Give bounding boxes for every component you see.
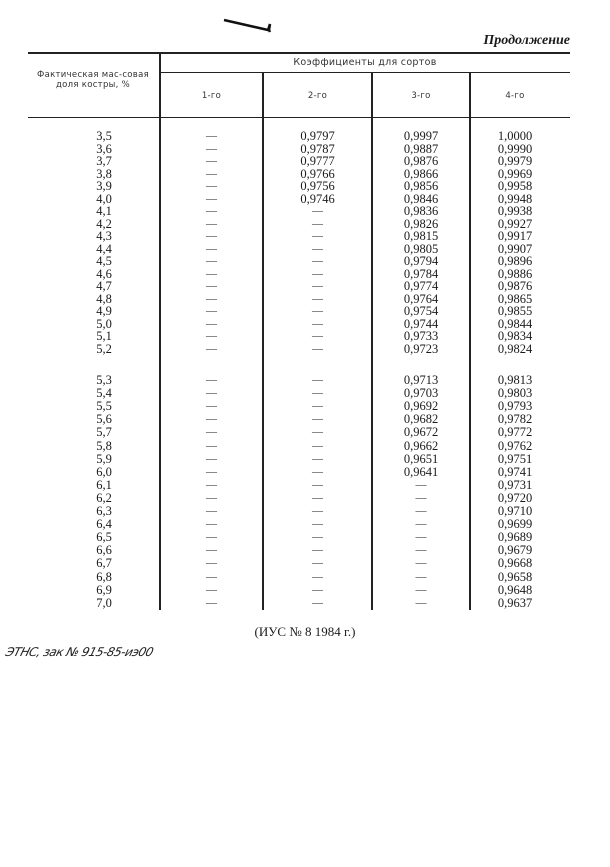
coefficient-cell: — <box>312 465 323 478</box>
coefficient-cell: 0,9710 <box>497 504 533 518</box>
coefficient-cell: — <box>206 570 217 583</box>
coefficient-cell: 0,9826 <box>403 216 439 231</box>
fraction-cell: 3,9 <box>96 179 112 193</box>
table-row <box>0 531 610 544</box>
coefficient-cell: — <box>206 465 217 478</box>
table-row <box>0 180 610 193</box>
fraction-cell: 5,4 <box>96 386 112 401</box>
table-row <box>0 453 610 466</box>
fraction-cell: 6,5 <box>96 530 112 545</box>
coefficient-cell: 0,9672 <box>403 425 439 440</box>
coefficient-cell: — <box>312 413 323 426</box>
coefficient-cell: 0,9917 <box>497 229 533 243</box>
coefficient-cell: — <box>415 544 427 557</box>
coefficient-cell: — <box>206 413 217 426</box>
table-row <box>0 440 610 453</box>
coefficient-cell: — <box>312 544 323 557</box>
table-row <box>0 571 610 584</box>
coefficient-cell: — <box>206 387 217 400</box>
coefficient-cell: — <box>312 255 323 267</box>
coefficient-cell: 0,9662 <box>403 438 439 453</box>
fraction-cell: 6,9 <box>96 582 112 597</box>
fraction-cell: 5,2 <box>96 341 112 356</box>
fraction-cell: 6,7 <box>96 556 112 571</box>
coefficient-cell: 0,9733 <box>403 329 439 343</box>
coefficient-cell: 0,9720 <box>497 490 533 505</box>
coefficient-cell: 0,9855 <box>497 304 533 318</box>
coefficient-cell: — <box>206 596 217 609</box>
coefficient-cell: 0,9637 <box>497 595 533 610</box>
coefficient-cell: 0,9866 <box>403 166 439 181</box>
coefficient-cell: — <box>206 557 217 570</box>
coefficient-cell: — <box>312 439 323 452</box>
coefficient-cell: — <box>415 478 427 491</box>
fraction-cell: 5,6 <box>96 412 112 427</box>
coefficient-cell: — <box>312 292 323 305</box>
fraction-cell: 3,6 <box>96 141 112 156</box>
coefficient-cell: 0,9958 <box>497 179 533 193</box>
coefficient-cell: 0,9927 <box>497 216 533 231</box>
pen-mark <box>222 18 274 36</box>
fraction-cell: 4,9 <box>96 304 112 318</box>
coefficient-cell: 0,9692 <box>403 399 439 414</box>
coefficient-cell: 0,9679 <box>497 543 533 558</box>
coefficient-cell: 0,9764 <box>403 291 439 306</box>
coefficient-cell: 0,9815 <box>403 229 439 243</box>
coefficient-cell: 0,9756 <box>300 179 335 193</box>
coefficient-cell: — <box>206 130 217 142</box>
coefficient-cell: — <box>312 518 323 531</box>
table-row <box>0 584 610 597</box>
fraction-cell: 3,5 <box>96 129 112 143</box>
coefficient-cell: — <box>415 505 427 517</box>
coefficient-cell: 0,9641 <box>403 464 439 479</box>
coefficient-cell: — <box>312 317 323 330</box>
fraction-cell: 5,3 <box>96 373 112 387</box>
coefficient-cell: — <box>312 596 323 609</box>
fraction-cell: 4,4 <box>96 241 112 256</box>
coefficient-cell: — <box>415 557 427 570</box>
coefficient-cell: — <box>206 439 217 452</box>
coefficient-cell: 0,9787 <box>300 141 335 156</box>
coefficient-cell: 0,9969 <box>497 166 533 181</box>
coefficient-cell: — <box>206 317 217 330</box>
column-header-grade-4: 4-го <box>505 91 525 101</box>
table-row <box>0 518 610 531</box>
table-row <box>0 479 610 492</box>
coefficient-cell: — <box>312 426 323 439</box>
fraction-cell: 3,8 <box>96 166 112 181</box>
coefficient-cell: — <box>206 583 217 596</box>
coefficient-cell: — <box>312 400 323 413</box>
fraction-cell: 5,8 <box>96 438 112 453</box>
handwritten-note: ЭТНС, зак № 915-85-иэ00 <box>4 645 155 659</box>
coefficient-cell: 0,9754 <box>403 304 439 318</box>
fraction-cell: 5,7 <box>96 425 112 440</box>
table-row <box>0 557 610 570</box>
table-row <box>0 597 610 610</box>
coefficient-cell: — <box>312 583 323 596</box>
coefficient-cell: 0,9907 <box>497 241 533 256</box>
table-row <box>0 255 610 268</box>
coefficient-cell: — <box>206 167 217 180</box>
coefficient-cell: — <box>206 180 217 192</box>
column-header-grade-1: 1-го <box>201 91 222 101</box>
coefficient-cell: — <box>206 478 217 491</box>
fraction-cell: 4,2 <box>96 216 112 231</box>
coefficient-cell: 0,9774 <box>403 279 439 293</box>
table-row <box>0 130 610 143</box>
coefficient-cell: 0,9997 <box>403 129 439 143</box>
fraction-cell: 6,1 <box>96 477 112 492</box>
coefficient-cell: 0,9741 <box>497 464 533 479</box>
coefficient-cell: — <box>206 255 217 267</box>
coefficient-cell: 0,9876 <box>497 279 533 293</box>
coefficient-cell: — <box>312 505 323 517</box>
coefficient-cell: 0,9751 <box>497 451 533 466</box>
coefficient-cell: — <box>206 192 217 205</box>
coefficient-cell: — <box>206 142 217 155</box>
table-row <box>0 426 610 439</box>
column-header-grade-2: 2-го <box>307 91 328 101</box>
coefficient-cell: 0,9746 <box>300 191 335 206</box>
coefficient-cell: 0,9713 <box>403 373 439 387</box>
fraction-cell: 6,4 <box>96 517 112 532</box>
coefficient-cell: — <box>206 452 217 465</box>
fraction-cell: 4,8 <box>96 291 112 306</box>
fraction-cell: 7,0 <box>96 595 112 610</box>
coefficient-cell: 0,9797 <box>300 129 335 143</box>
coefficient-cell: — <box>312 267 323 280</box>
coefficient-cell: — <box>312 570 323 583</box>
fraction-cell: 5,9 <box>96 451 112 466</box>
source-reference: (ИУС № 8 1984 г.) <box>254 624 356 639</box>
coefficient-cell: 0,9682 <box>403 412 439 427</box>
coefficient-cell: — <box>206 205 217 217</box>
coefficient-cell: 0,9846 <box>403 191 439 206</box>
coefficient-cell: 0,9836 <box>403 204 439 218</box>
coefficient-cell: 0,9658 <box>497 569 533 584</box>
coefficient-cell: — <box>312 217 323 230</box>
fraction-cell: 4,0 <box>96 191 112 206</box>
coefficient-cell: — <box>312 557 323 570</box>
column-header-fraction: Фактическая мас-совая доля костры, % <box>36 70 150 90</box>
coefficient-cell: 0,9805 <box>403 241 439 256</box>
fraction-cell: 4,1 <box>96 204 112 218</box>
fraction-cell: 6,0 <box>96 464 112 479</box>
coefficient-cell: — <box>415 596 427 609</box>
coefficient-cell: 0,9896 <box>497 254 533 268</box>
coefficient-cell: — <box>206 280 217 292</box>
fraction-cell: 4,3 <box>96 229 112 243</box>
column-header-grade-3: 3-го <box>411 91 431 101</box>
coefficient-cell: 0,9723 <box>403 341 439 356</box>
fraction-cell: 6,8 <box>96 569 112 584</box>
coefficient-cell: — <box>415 518 427 531</box>
group-header-divider <box>160 72 570 73</box>
coefficient-cell: 0,9793 <box>497 399 533 414</box>
coefficient-cell: — <box>415 531 427 544</box>
coefficient-cell: 0,9979 <box>497 154 533 168</box>
coefficient-cell: 0,9886 <box>497 266 533 281</box>
coefficient-cell: 0,9772 <box>497 425 533 440</box>
coefficient-cell: — <box>312 330 323 342</box>
table-row <box>0 400 610 413</box>
coefficient-cell: — <box>312 280 323 292</box>
column-group-header: Коэффициенты для сортов <box>293 57 437 68</box>
table-row <box>0 544 610 557</box>
fraction-cell: 3,7 <box>96 154 112 168</box>
fraction-cell: 6,2 <box>96 490 112 505</box>
coefficient-cell: — <box>312 478 323 491</box>
coefficient-cell: 0,9744 <box>403 316 439 331</box>
table-row <box>0 155 610 168</box>
coefficient-cell: 0,9648 <box>497 582 533 597</box>
fraction-cell: 5,1 <box>96 329 112 343</box>
coefficient-cell: — <box>415 583 427 596</box>
coefficient-cell: — <box>312 491 323 504</box>
coefficient-cell: 0,9844 <box>497 316 533 331</box>
table-row <box>0 492 610 505</box>
coefficient-cell: — <box>312 230 323 242</box>
fraction-cell: 5,5 <box>96 399 112 414</box>
coefficient-cell: — <box>206 505 217 517</box>
coefficient-cell: — <box>206 400 217 413</box>
table-row <box>0 330 610 343</box>
coefficient-cell: 0,9990 <box>497 141 533 156</box>
table-top-border <box>28 52 570 54</box>
coefficient-cell: 0,9762 <box>497 438 533 453</box>
coefficient-cell: 0,9938 <box>497 204 533 218</box>
coefficient-cell: — <box>312 452 323 465</box>
coefficient-cell: — <box>206 155 217 167</box>
table-row <box>0 305 610 318</box>
coefficient-cell: 0,9794 <box>403 254 439 268</box>
coefficient-cell: 0,9651 <box>403 451 439 466</box>
table-row <box>0 413 610 426</box>
coefficient-cell: 0,9699 <box>497 517 533 532</box>
coefficient-cell: — <box>206 544 217 557</box>
table-row <box>0 387 610 400</box>
coefficient-cell: 0,9813 <box>497 373 533 387</box>
coefficient-cell: 0,9689 <box>497 530 533 545</box>
coefficient-cell: — <box>206 531 217 544</box>
coefficient-cell: — <box>206 267 217 280</box>
fraction-cell: 5,0 <box>96 316 112 331</box>
coefficient-cell: — <box>206 330 217 342</box>
coefficient-cell: — <box>312 531 323 544</box>
coefficient-cell: 0,9834 <box>497 329 533 343</box>
coefficient-cell: — <box>415 491 427 504</box>
coefficient-cell: — <box>206 242 217 255</box>
fraction-cell: 4,6 <box>96 266 112 281</box>
coefficient-cell: — <box>312 205 323 217</box>
coefficient-cell: — <box>312 242 323 255</box>
coefficient-cell: — <box>206 518 217 531</box>
coefficient-cell: 0,9824 <box>497 341 533 356</box>
coefficient-cell: — <box>206 292 217 305</box>
coefficient-cell: 0,9766 <box>300 166 335 181</box>
coefficient-cell: 0,9876 <box>403 154 439 168</box>
coefficient-cell: — <box>206 305 217 317</box>
fraction-cell: 4,5 <box>96 254 112 268</box>
coefficient-cell: — <box>206 374 217 386</box>
coefficient-cell: 0,9784 <box>403 266 439 281</box>
header-bottom-border <box>28 117 570 118</box>
coefficient-cell: 0,9668 <box>497 556 533 571</box>
table-row <box>0 505 610 518</box>
coefficient-cell: 1,0000 <box>497 129 533 143</box>
continuation-label: Продолжение <box>483 33 570 48</box>
coefficient-cell: — <box>415 570 427 583</box>
fraction-cell: 6,3 <box>96 504 112 518</box>
fraction-cell: 6,6 <box>96 543 112 558</box>
coefficient-cell: 0,9948 <box>497 191 533 206</box>
fraction-cell: 4,7 <box>96 279 112 293</box>
table-row <box>0 466 610 479</box>
coefficient-cell: 0,9777 <box>300 154 335 168</box>
table-row <box>0 343 610 356</box>
coefficient-cell: — <box>312 342 323 355</box>
coefficient-cell: 0,9865 <box>497 291 533 306</box>
coefficient-cell: — <box>312 305 323 317</box>
coefficient-cell: — <box>206 491 217 504</box>
table-row <box>0 205 610 218</box>
coefficient-cell: — <box>206 230 217 242</box>
coefficient-cell: 0,9856 <box>403 179 439 193</box>
coefficient-cell: — <box>206 342 217 355</box>
table-row <box>0 280 610 293</box>
coefficient-cell: — <box>312 374 323 386</box>
coefficient-cell: — <box>312 387 323 400</box>
coefficient-cell: 0,9703 <box>403 386 439 401</box>
coefficient-cell: — <box>206 217 217 230</box>
table-row <box>0 374 610 387</box>
coefficient-cell: 0,9887 <box>403 141 439 156</box>
coefficient-cell: 0,9803 <box>497 386 533 401</box>
coefficient-cell: 0,9731 <box>497 477 533 492</box>
coefficient-cell: 0,9782 <box>497 412 533 427</box>
coefficient-cell: — <box>206 426 217 439</box>
table-row <box>0 230 610 243</box>
